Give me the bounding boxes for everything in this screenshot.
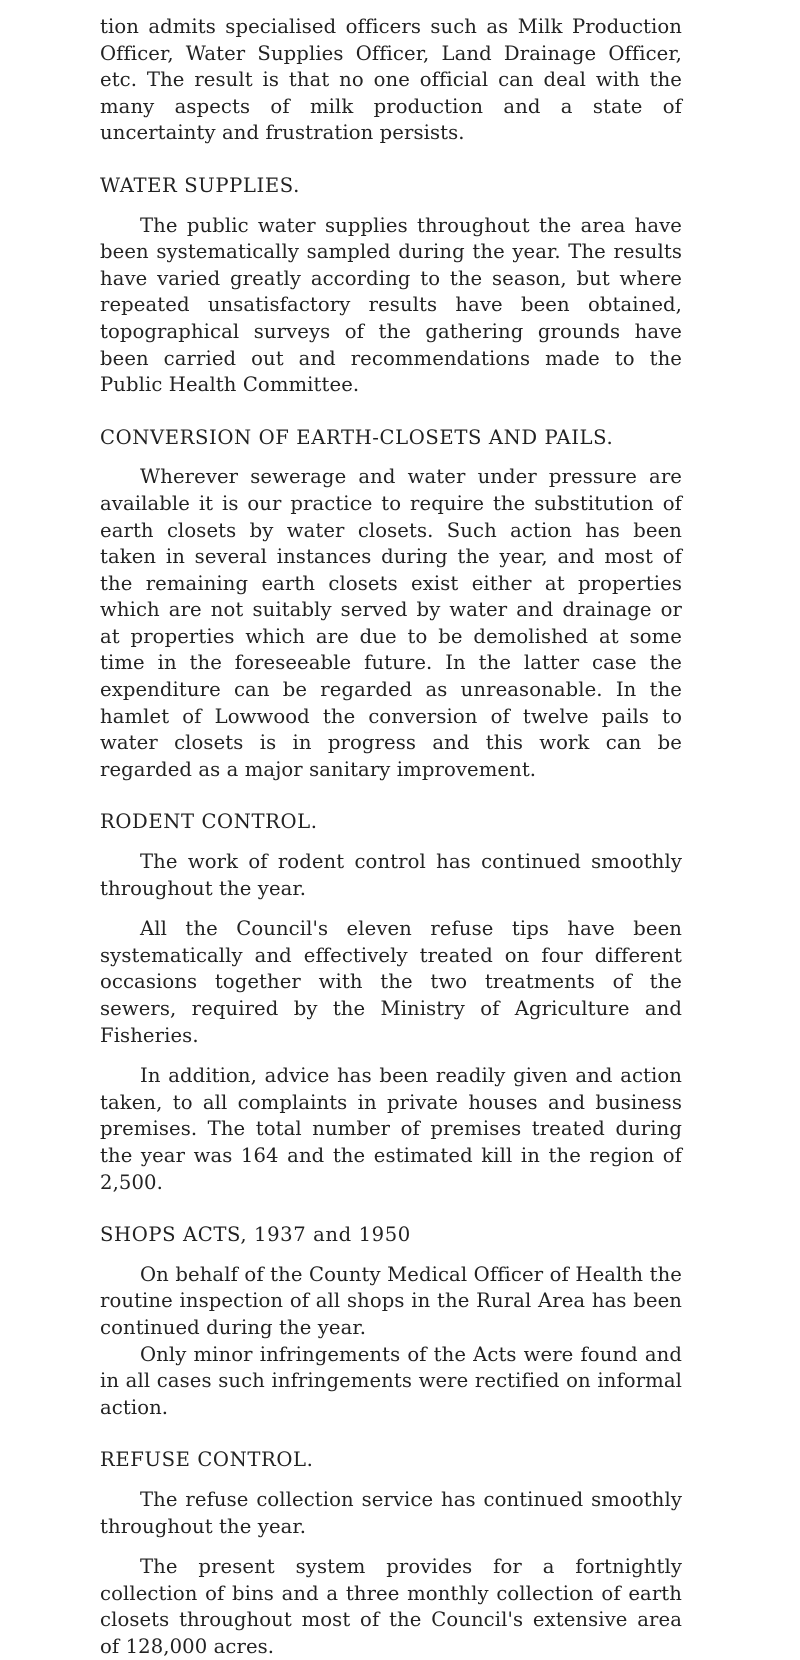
section-paragraph: Only minor infringements of the Acts were found and in all cases such infringements were rectified on informal action.	[100, 1342, 682, 1419]
intro-paragraph: tion admits specialised officers such as Milk Production Officer, Water Supplies Officer, Land Drainage Officer, etc. The result is that no one official can deal with the many aspects of milk production and a state of uncertainty and frustration persists.	[100, 15, 682, 145]
section-paragraph: The work of rodent control has continued smoothly throughout the year.	[100, 850, 682, 900]
section-heading: SHOPS ACTS, 1937 and 1950	[100, 1223, 411, 1247]
section-paragraph: The refuse collection service has continued smoothly throughout the year.	[100, 1487, 682, 1538]
section-heading: WATER SUPPLIES.	[100, 173, 300, 197]
section-paragraph: In addition, advice has been readily given and action taken, to all complaints in private houses and business premises. The total number of premises treated during the year was 164 and the estimated kill in the region of 2,500.	[100, 1064, 682, 1194]
section-paragraph: On behalf of the County Medical Officer of Health the routine inspection of all shops in the Rural Area has been continued during the year.	[100, 1262, 682, 1339]
section-conversion-earth-closets	[100, 425, 682, 784]
section-water-supplies	[100, 173, 682, 399]
section-heading: REFUSE CONTROL.	[100, 1448, 314, 1472]
section-heading: CONVERSION OF EARTH-CLOSETS AND PAILS.	[100, 425, 614, 449]
section-paragraph: All the Council's eleven refuse tips have been systematically and effectively treated on four different occasions together with the two treatments of the sewers, required by the Ministry of Agriculture and Fisheries.	[100, 917, 682, 1047]
section-paragraph: The present system provides for a fortnightly collection of bins and a three monthly collection of earth closets throughout most of the Council's extensive area of 128,000 acres.	[100, 1555, 682, 1658]
section-paragraph: Wherever sewerage and water under pressure are available it is our practice to require the substitution of earth closets by water closets. Such action has been taken in several instances during the year, and most of the remaining earth closets exist either at properties which are not suitably served by water and drainage or at properties which are due to be demolished at some time in the foreseeable future. In the latter case the expenditure can be regarded as unreasonable. In the hamlet of Lowwood the conversion of twelve pails to water closets is in progress and this work can be regarded as a major sanitary improvement.	[100, 465, 682, 781]
section-refuse-control	[100, 1447, 682, 1660]
section-heading: RODENT CONTROL.	[100, 810, 318, 834]
section-paragraph: The public water supplies throughout the area have been systematically sampled during the year. The results have varied greatly according to the season, but where repeated unsatisfactory results have been obtained, topographical surveys of the gathering grounds have been carried out and recommendations made to the Public Health Committee.	[100, 213, 682, 397]
section-rodent-control	[100, 809, 682, 1196]
